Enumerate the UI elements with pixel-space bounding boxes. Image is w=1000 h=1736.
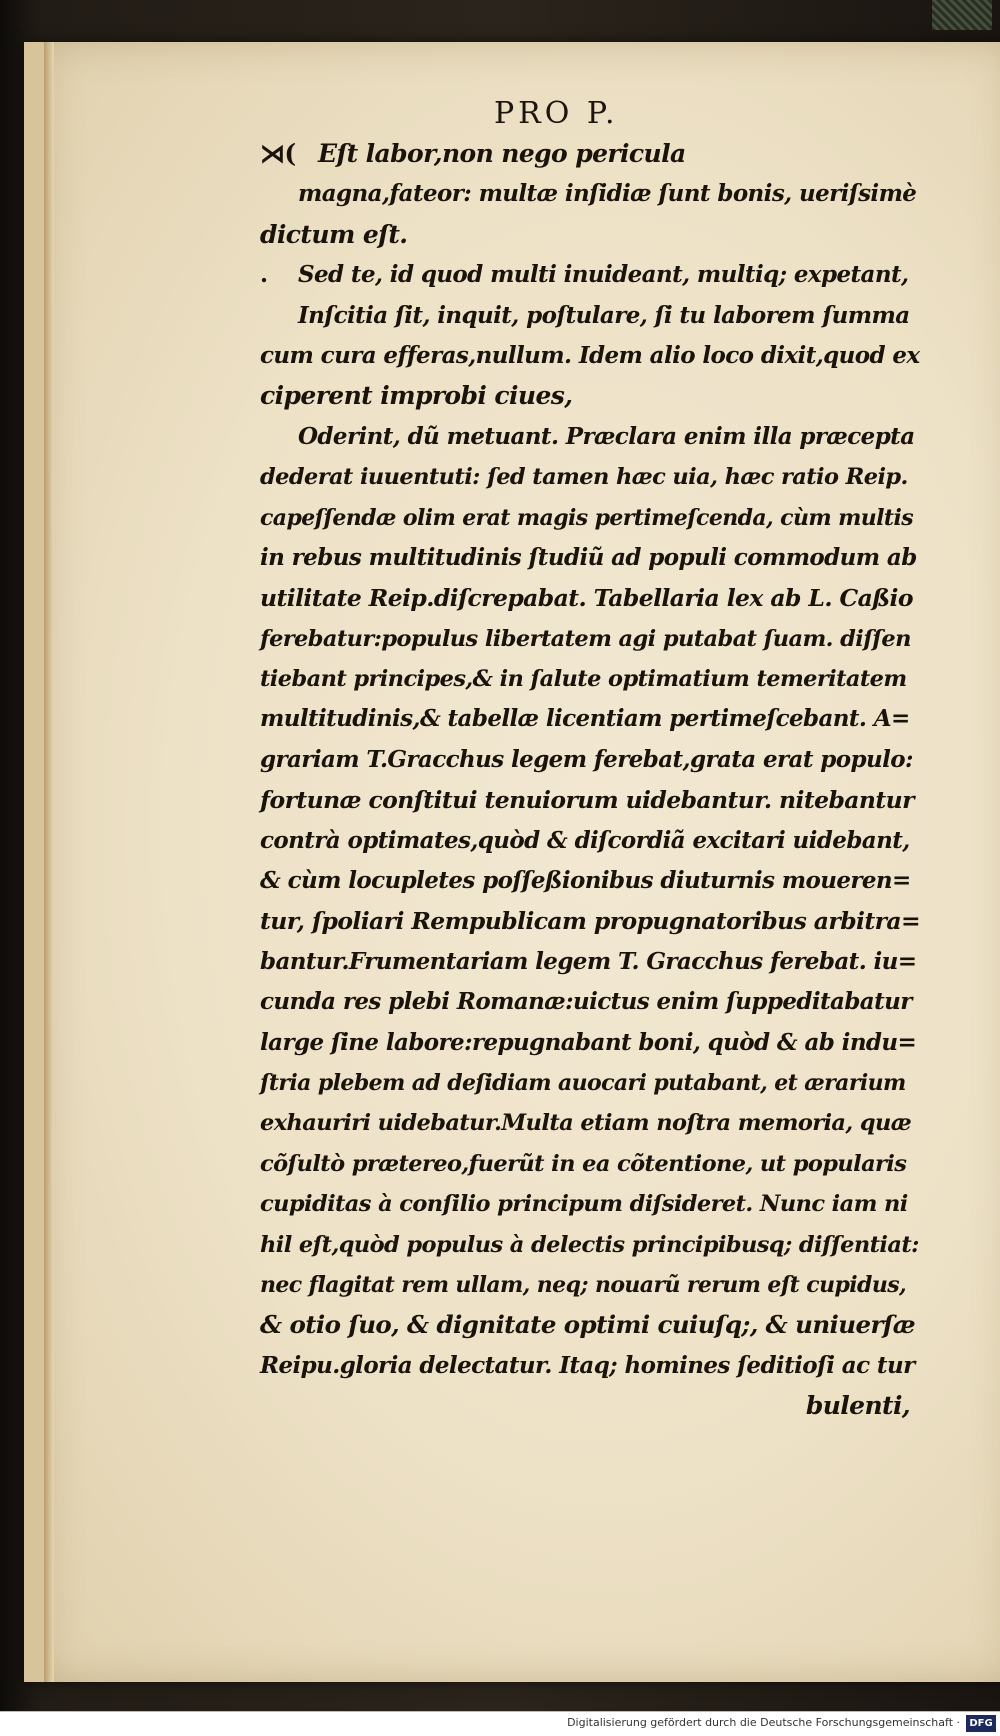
text-line: Inſcitia ſit, inquit, poſtulare, ſi tu laborem ſumma xyxy=(298,301,910,329)
text-line: & otio ſuo, & dignitate optimi cuiuſq;, & uniuerſæ xyxy=(260,1310,915,1340)
text-line: ſtria plebem ad deſidiam auocari putabant, et ærarium xyxy=(260,1069,906,1096)
text-line: ferebatur:populus libertatem agi putabat ſuam. diſſen xyxy=(260,625,911,652)
funding-credit: Digitalisierung gefördert durch die Deutsche Forschungsgemeinschaft · xyxy=(567,1716,960,1729)
text-line: cupiditas à conſilio principum diſsideret. Nunc iam ni xyxy=(260,1191,908,1218)
marginal-mark: ⋊( xyxy=(260,139,296,168)
text-line: cõſultò prætereo,fuerũt in ea cõtentione, ut popularis xyxy=(260,1150,907,1177)
text-line: bantur.Frumentariam legem T. Gracchus ferebat. iu= xyxy=(260,947,917,975)
text-line: dictum eſt. xyxy=(260,219,408,249)
dfg-logo: DFG xyxy=(966,1715,996,1732)
text-line: capeſſendæ olim erat magis pertimeſcenda, cùm multis xyxy=(260,504,914,531)
text-line: tur, ſpoliari Rempublicam propugnatoribus arbitra= xyxy=(260,907,921,936)
text-line: large ſine labore:repugnabant boni, quòd & ab indu= xyxy=(260,1028,917,1056)
text-line: magna,fateor: multæ inſidiæ ſunt bonis, ueriſsimè xyxy=(298,180,917,208)
text-line: fortunæ conſtitui tenuiorum uidebantur. nitebantur xyxy=(260,786,914,815)
text-line: exhauriri uidebatur.Multa etiam noſtra memoria, quæ xyxy=(260,1110,912,1137)
text-line: multitudinis,& tabellæ licentiam pertimeſcebant. A= xyxy=(260,705,910,733)
text-line: utilitate Reip.diſcrepabat. Tabellaria lex ab L. Caßio xyxy=(260,584,913,613)
text-line: hil eſt,quòd populus à delectis principibusq; diſſentiat: xyxy=(260,1231,919,1258)
text-line: dederat iuuentuti: ſed tamen hæc uia, hæc ratio Reip. xyxy=(260,464,908,491)
page-gutter-edge xyxy=(44,42,54,1682)
text-line xyxy=(260,134,920,174)
running-head: PRO P. xyxy=(494,96,619,131)
text-line: in rebus multitudinis ſtudiũ ad populi commodum ab xyxy=(260,543,917,571)
text-line xyxy=(260,255,920,295)
text-line: ciperent improbi ciues, xyxy=(260,381,573,411)
body-text xyxy=(260,134,920,1427)
text-line: contrà optimates,quòd & diſcordiã excitari uidebant, xyxy=(260,826,910,854)
text-line: nec flagitat rem ullam, neq; nouarũ rerum eſt cupidus, xyxy=(260,1271,907,1298)
text-line: Reipu.gloria delectatur. Itaq; homines ſeditioſi ac tur xyxy=(260,1351,915,1379)
line-text: Sed te, id quod multi inuideant, multiq; expetant, xyxy=(298,261,909,289)
text-line: cunda res plebi Romanæ:uictus enim ſuppeditabatur xyxy=(260,988,912,1016)
text-line: & cùm locupletes poſſeßionibus diuturnis moueren= xyxy=(260,867,911,895)
catchword: bulenti, xyxy=(805,1391,910,1421)
line-text: Eſt labor,non nego pericula xyxy=(318,139,686,168)
text-line: tiebant principes,& in ſalute optimatium temeritatem xyxy=(260,666,907,693)
text-line: cum cura efferas,nullum. Idem alio loco dixit,quod ex xyxy=(260,341,920,369)
text-line: Oderint, dũ metuant. Præclara enim illa præcepta xyxy=(298,422,915,450)
bookmark-ribbon xyxy=(932,0,992,30)
text-line: grariam T.Gracchus legem ferebat,grata erat populo: xyxy=(260,745,913,773)
digitization-footer xyxy=(0,1711,1000,1736)
line-bullet: . xyxy=(260,261,268,289)
